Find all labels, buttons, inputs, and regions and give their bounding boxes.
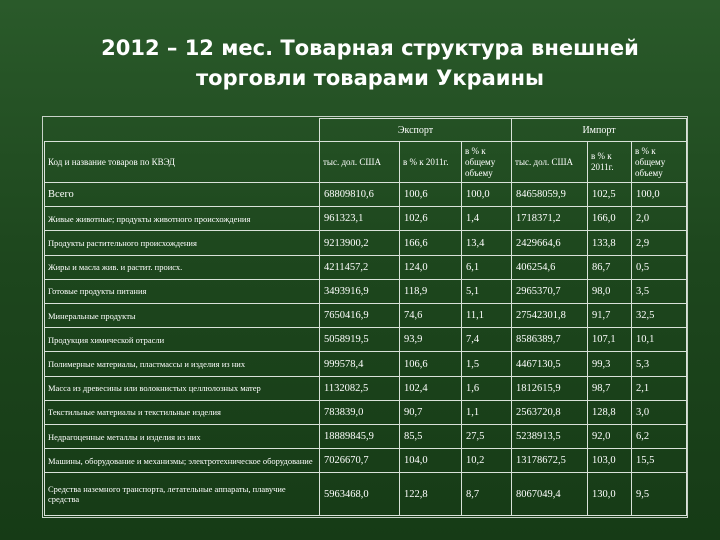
import-share-cell: 0,5	[632, 255, 687, 279]
export-usd-cell: 68809810,6	[320, 183, 400, 207]
export-usd-cell: 7650416,9	[320, 304, 400, 328]
title-line-2: торговли товарами Украины	[195, 66, 545, 90]
import-share-cell: 2,9	[632, 231, 687, 255]
import-col-usd: тыс. дол. США	[512, 142, 588, 183]
import-usd-cell: 8586389,7	[512, 328, 588, 352]
export-usd-cell: 5963468,0	[320, 473, 400, 516]
import-share-cell: 2,1	[632, 376, 687, 400]
export-col-share: в % к общему объему	[462, 142, 512, 183]
import-pct-cell: 107,1	[588, 328, 632, 352]
export-pct-cell: 93,9	[400, 328, 462, 352]
export-pct-cell: 90,7	[400, 400, 462, 424]
import-usd-cell: 8067049,4	[512, 473, 588, 516]
import-usd-cell: 2429664,6	[512, 231, 588, 255]
row-name-cell: Масса из древесины или волокнистых целлюлозных матер	[45, 376, 320, 400]
table-row	[45, 255, 687, 279]
row-name-cell: Готовые продукты питания	[45, 279, 320, 303]
export-usd-cell: 961323,1	[320, 207, 400, 231]
table-header-columns-row	[45, 142, 687, 183]
export-share-cell: 1,4	[462, 207, 512, 231]
table-row	[45, 473, 687, 516]
import-usd-cell: 2965370,7	[512, 279, 588, 303]
import-usd-cell: 1718371,2	[512, 207, 588, 231]
table-row	[45, 400, 687, 424]
import-usd-cell: 1812615,9	[512, 376, 588, 400]
export-usd-cell: 4211457,2	[320, 255, 400, 279]
table-row	[45, 207, 687, 231]
export-pct-cell: 124,0	[400, 255, 462, 279]
row-name-cell: Продукция химической отрасли	[45, 328, 320, 352]
export-share-cell: 7,4	[462, 328, 512, 352]
export-header: Экспорт	[320, 119, 512, 142]
import-pct-cell: 103,0	[588, 449, 632, 473]
row-name-cell: Всего	[45, 183, 320, 207]
row-name-cell: Продукты растительного происхождения	[45, 231, 320, 255]
import-share-cell: 100,0	[632, 183, 687, 207]
header-corner	[45, 119, 320, 142]
import-pct-cell: 92,0	[588, 425, 632, 449]
title-line-1: 2012 – 12 мес. Товарная структура внешней	[101, 36, 639, 60]
import-usd-cell: 84658059,9	[512, 183, 588, 207]
import-header: Импорт	[512, 119, 687, 142]
code-name-header: Код и название товаров по КВЭД	[45, 142, 320, 183]
export-pct-cell: 118,9	[400, 279, 462, 303]
export-pct-cell: 102,4	[400, 376, 462, 400]
export-pct-cell: 74,6	[400, 304, 462, 328]
export-usd-cell: 5058919,5	[320, 328, 400, 352]
import-pct-cell: 133,8	[588, 231, 632, 255]
export-pct-cell: 102,6	[400, 207, 462, 231]
import-pct-cell: 128,8	[588, 400, 632, 424]
import-usd-cell: 2563720,8	[512, 400, 588, 424]
row-name-cell: Живые животные; продукты животного происхождения	[45, 207, 320, 231]
table-row	[45, 425, 687, 449]
import-pct-cell: 98,0	[588, 279, 632, 303]
slide-title	[60, 33, 680, 93]
import-share-cell: 9,5	[632, 473, 687, 516]
import-pct-cell: 98,7	[588, 376, 632, 400]
trade-structure-table	[44, 118, 687, 516]
import-share-cell: 15,5	[632, 449, 687, 473]
table-row	[45, 449, 687, 473]
export-share-cell: 5,1	[462, 279, 512, 303]
export-share-cell: 27,5	[462, 425, 512, 449]
export-usd-cell: 3493916,9	[320, 279, 400, 303]
import-pct-cell: 166,0	[588, 207, 632, 231]
export-col-pct: в % к 2011г.	[400, 142, 462, 183]
import-pct-cell: 102,5	[588, 183, 632, 207]
import-col-share: в % к общему объему	[632, 142, 687, 183]
import-usd-cell: 13178672,5	[512, 449, 588, 473]
export-pct-cell: 122,8	[400, 473, 462, 516]
table-body	[45, 183, 687, 516]
export-usd-cell: 7026670,7	[320, 449, 400, 473]
table-header-group-row	[45, 119, 687, 142]
export-usd-cell: 9213900,2	[320, 231, 400, 255]
row-name-cell: Машины, оборудование и механизмы; электротехническое оборудование	[45, 449, 320, 473]
table-row	[45, 352, 687, 376]
import-pct-cell: 130,0	[588, 473, 632, 516]
table-row	[45, 279, 687, 303]
row-name-cell: Текстильные материалы и текстильные изделия	[45, 400, 320, 424]
import-usd-cell: 27542301,8	[512, 304, 588, 328]
row-name-cell: Недрагоценные металлы и изделия из них	[45, 425, 320, 449]
export-usd-cell: 999578,4	[320, 352, 400, 376]
export-pct-cell: 100,6	[400, 183, 462, 207]
export-usd-cell: 18889845,9	[320, 425, 400, 449]
export-share-cell: 1,5	[462, 352, 512, 376]
import-pct-cell: 91,7	[588, 304, 632, 328]
export-col-usd: тыс. дол. США	[320, 142, 400, 183]
import-pct-cell: 99,3	[588, 352, 632, 376]
row-name-cell: Минеральные продукты	[45, 304, 320, 328]
table-row	[45, 376, 687, 400]
export-pct-cell: 166,6	[400, 231, 462, 255]
import-share-cell: 6,2	[632, 425, 687, 449]
import-share-cell: 5,3	[632, 352, 687, 376]
import-share-cell: 32,5	[632, 304, 687, 328]
import-usd-cell: 5238913,5	[512, 425, 588, 449]
export-usd-cell: 1132082,5	[320, 376, 400, 400]
export-share-cell: 1,6	[462, 376, 512, 400]
export-pct-cell: 106,6	[400, 352, 462, 376]
table-row	[45, 183, 687, 207]
import-pct-cell: 86,7	[588, 255, 632, 279]
row-name-cell: Полимерные материалы, пластмассы и изделия из них	[45, 352, 320, 376]
import-share-cell: 3,5	[632, 279, 687, 303]
table-row	[45, 231, 687, 255]
row-name-cell: Жиры и масла жив. и растит. происх.	[45, 255, 320, 279]
export-pct-cell: 104,0	[400, 449, 462, 473]
table-row	[45, 328, 687, 352]
export-usd-cell: 783839,0	[320, 400, 400, 424]
import-usd-cell: 4467130,5	[512, 352, 588, 376]
import-share-cell: 3,0	[632, 400, 687, 424]
import-share-cell: 10,1	[632, 328, 687, 352]
export-share-cell: 6,1	[462, 255, 512, 279]
export-share-cell: 11,1	[462, 304, 512, 328]
export-share-cell: 8,7	[462, 473, 512, 516]
import-usd-cell: 406254,6	[512, 255, 588, 279]
export-pct-cell: 85,5	[400, 425, 462, 449]
import-col-pct: в % к 2011г.	[588, 142, 632, 183]
import-share-cell: 2,0	[632, 207, 687, 231]
table-row	[45, 304, 687, 328]
export-share-cell: 1,1	[462, 400, 512, 424]
export-share-cell: 10,2	[462, 449, 512, 473]
export-share-cell: 100,0	[462, 183, 512, 207]
row-name-cell: Средства наземного транспорта, летательные аппараты, плавучие средства	[45, 473, 320, 516]
export-share-cell: 13,4	[462, 231, 512, 255]
